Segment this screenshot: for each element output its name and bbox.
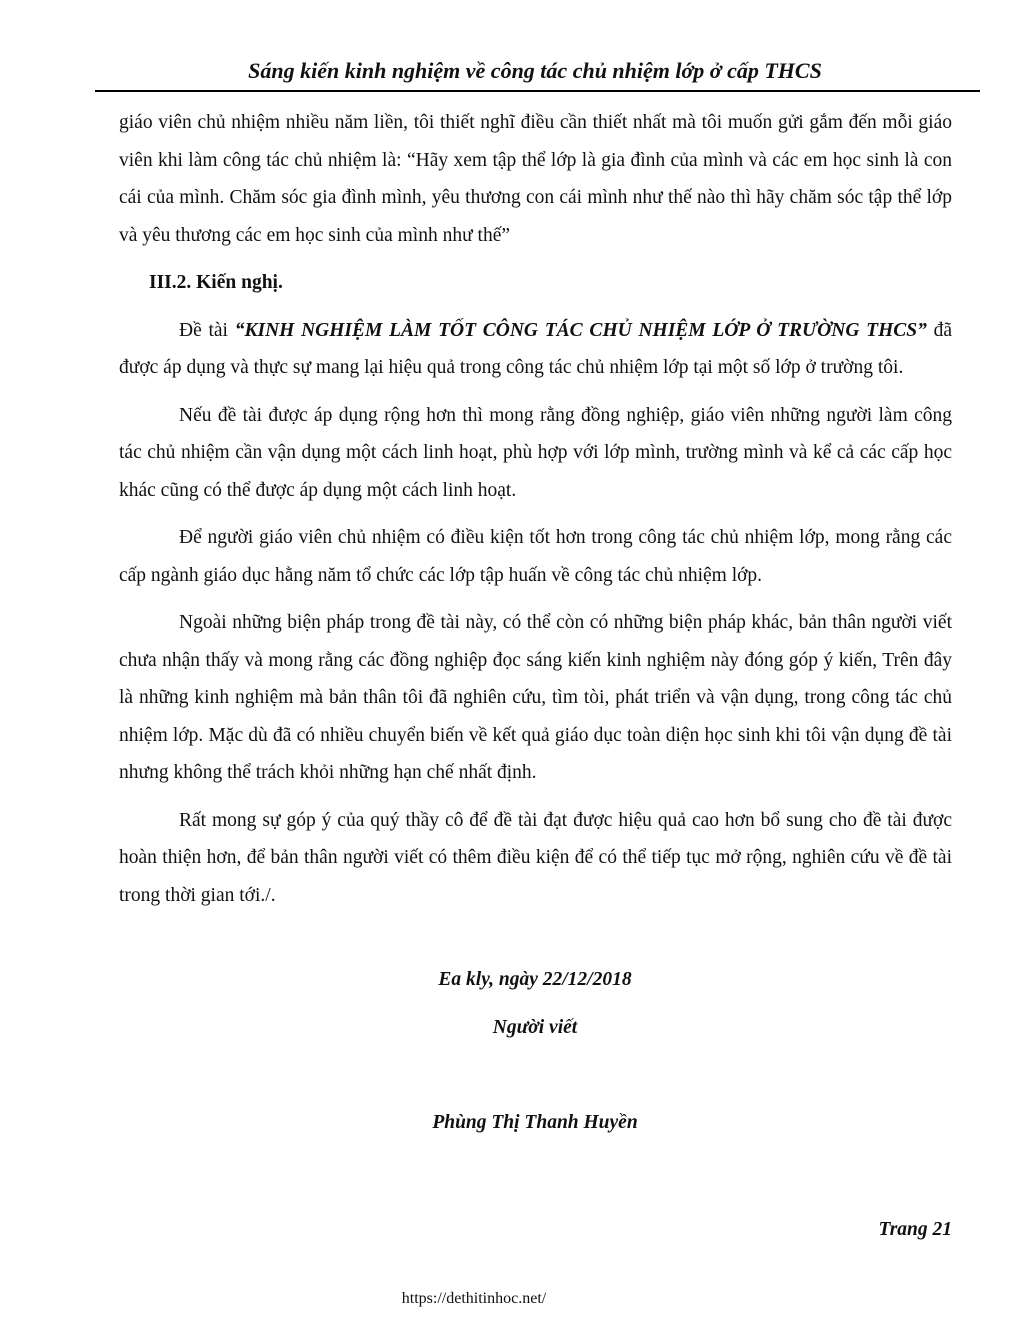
paragraph-conditions: Để người giáo viên chủ nhiệm có điều kiện tốt hơn trong công tác chủ nhiệm lớp, mong rằng các cấp ngành giáo dục hằng năm tổ chức các lớp tập huấn về công tác chủ nhiệm lớp. <box>119 527 952 586</box>
paragraph-application: Nếu đề tài được áp dụng rộng hơn thì mong rằng đồng nghiệp, giáo viên những người làm công tác chủ nhiệm cần vận dụng một cách linh hoạt, phù hợp với lớp mình, trường mình và kể cả các cấp học khác cũng có thể được áp dụng một cách linh hoạt. <box>119 404 952 501</box>
header-divider <box>95 90 980 92</box>
topic-title: “KINH NGHIỆM LÀM TỐT CÔNG TÁC CHỦ NHIỆM LỚP Ở TRƯỜNG THCS” <box>234 319 927 341</box>
footer-link[interactable]: https://dethitinhoc.net/ <box>401 1290 547 1307</box>
page-number: Trang 21 <box>878 1219 952 1240</box>
section-heading: III.2. Kiến nghị. <box>149 272 283 293</box>
page-header-title: Sáng kiến kinh nghiệm về công tác chủ nhiệm lớp ở cấp THCS <box>248 58 822 83</box>
signature-place-date: Ea kly, ngày 22/12/2018 <box>438 969 632 990</box>
document-body <box>119 104 952 914</box>
signature-role: Người viết <box>492 1017 578 1038</box>
paragraph-other-measures: Ngoài những biện pháp trong đề tài này, có thể còn có những biện pháp khác, bản thân người viết chưa nhận thấy và mong rằng các đồng nghiệp đọc sáng kiến kinh nghiệm này đóng góp ý kiến, Trên đây là những kinh nghiệm mà bản thân tôi đã nghiên cứu, tìm tòi, phát triển và vận dụng, trong công tác chủ nhiệm lớp. Mặc dù đã có nhiều chuyển biến về kết quả giáo dục toàn diện học sinh khi tôi vận dụng đề tài nhưng không thể trách khỏi những hạn chế nhất định. <box>119 612 952 783</box>
paragraph-closing: Rất mong sự góp ý của quý thầy cô để đề tài đạt được hiệu quả cao hơn bổ sung cho đề tài được hoàn thiện hơn, để bản thân người viết có thêm điều kiện để có thể tiếp tục mở rộng, nghiên cứu về đề tài trong thời gian tới./. <box>119 809 952 906</box>
paragraph-topic-lead: Đề tài <box>179 319 235 341</box>
paragraph-intro: giáo viên chủ nhiệm nhiều năm liền, tôi thiết nghĩ điều cần thiết nhất mà tôi muốn gửi gắm đến mỗi giáo viên khi làm công tác chủ nhiệm là: “Hãy xem tập thể lớp là gia đình của mình và các em học sinh là con cái của mình. Chăm sóc gia đình mình, yêu thương con cái mình như thế nào thì hãy chăm sóc tập thể lớp và yêu thương các em học sinh của mình như thế” <box>119 112 952 246</box>
paragraph-topic <box>119 312 952 387</box>
signature-name: Phùng Thị Thanh Huyền <box>432 1112 638 1133</box>
paragraph-topic-rest: đã được áp dụng và thực sự mang lại hiệu quả trong công tác chủ nhiệm lớp tại một số lớp ở trường tôi. <box>119 319 952 378</box>
